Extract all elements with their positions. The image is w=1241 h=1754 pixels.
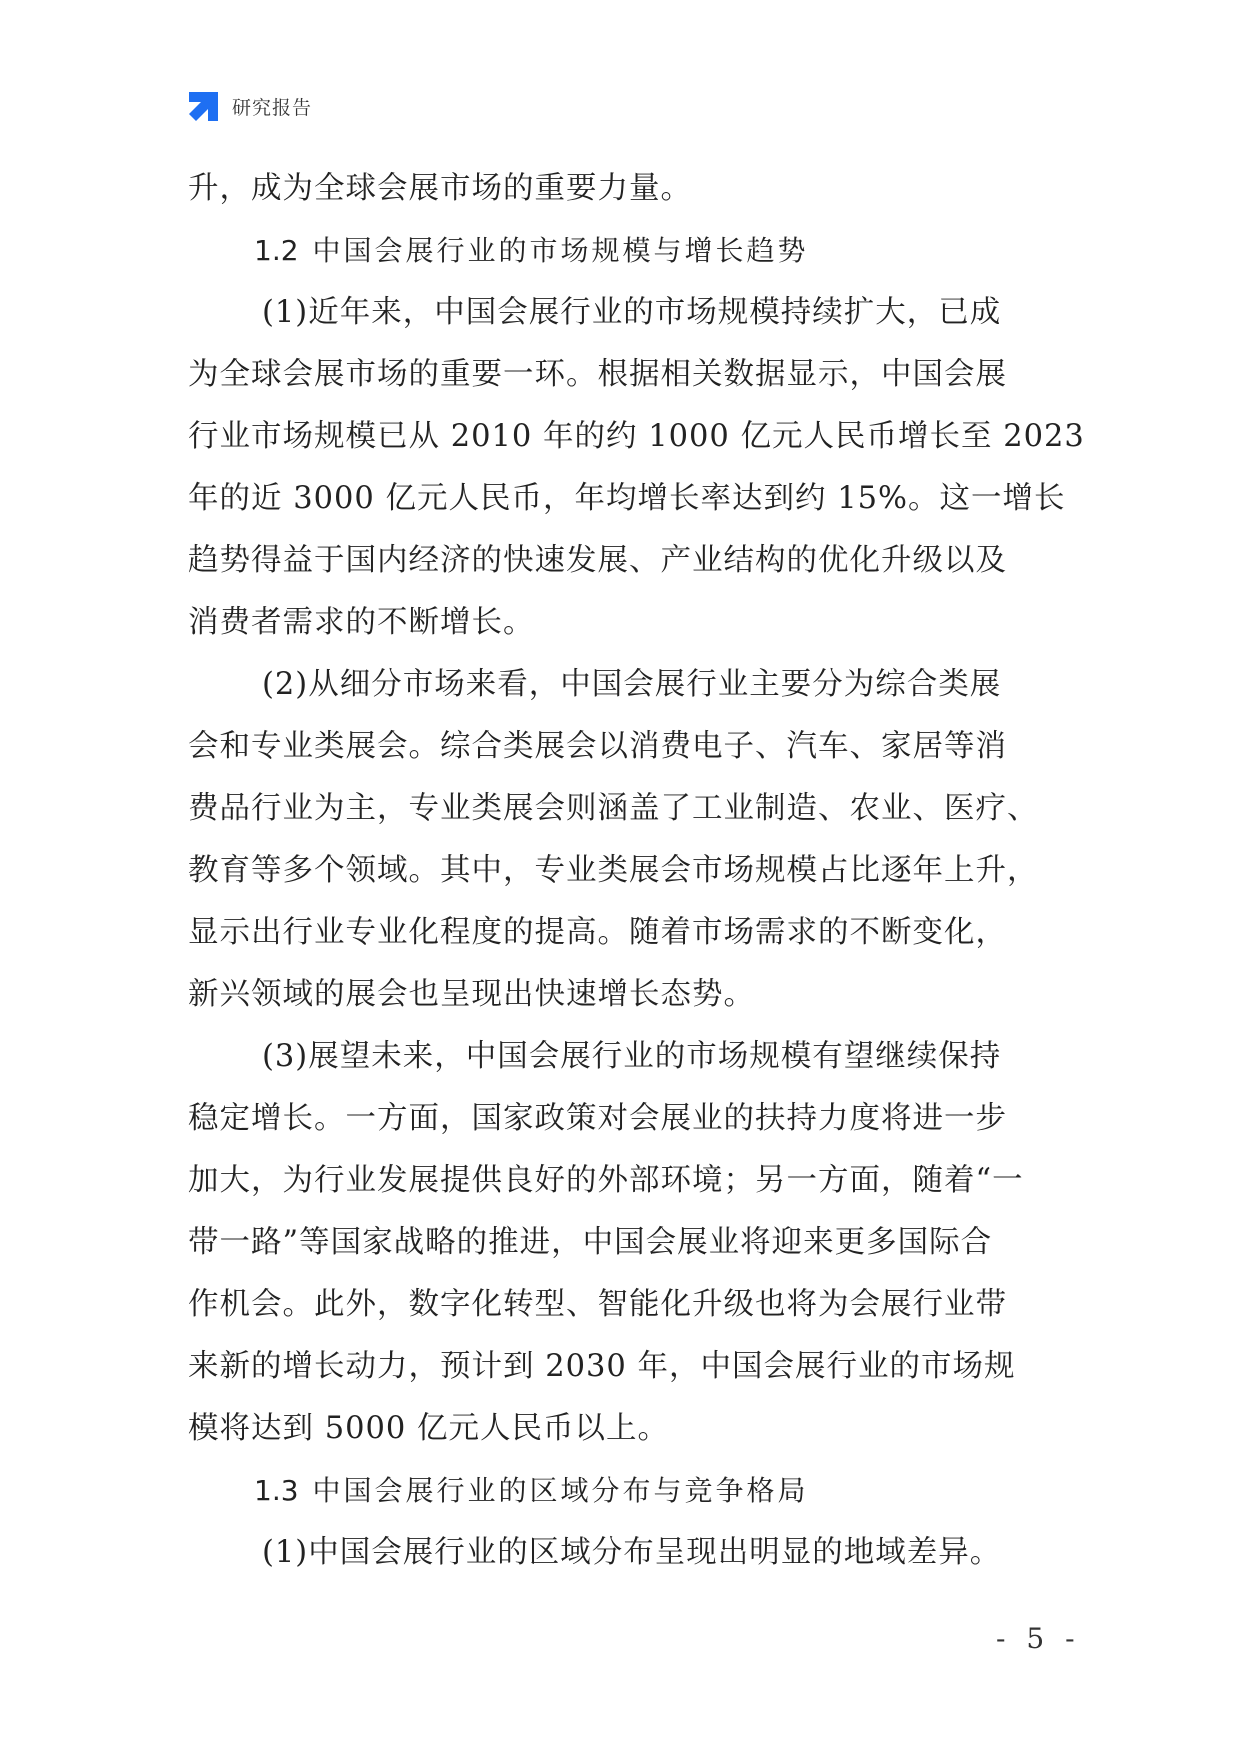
paragraph-line: (2)从细分市场来看，中国会展行业主要分为综合类展	[262, 667, 1002, 702]
paragraph-line: (1)近年来，中国会展行业的市场规模持续扩大，已成	[262, 295, 1002, 330]
paragraph-line: 加大，为行业发展提供良好的外部环境；另一方面，随着“一	[188, 1163, 1024, 1198]
paragraph-line: 新兴领域的展会也呈现出快速增长态势。	[188, 977, 755, 1012]
section-number: 1.3	[254, 1474, 299, 1507]
report-header	[186, 88, 312, 124]
paragraph-line: (3)展望未来，中国会展行业的市场规模有望继续保持	[262, 1039, 1002, 1074]
arrow-up-right-icon	[186, 88, 222, 124]
paragraph-line: 作机会。此外，数字化转型、智能化升级也将为会展行业带	[188, 1287, 1007, 1322]
section-title: 中国会展行业的市场规模与增长趋势	[312, 234, 809, 267]
document-body	[188, 158, 1085, 1584]
paragraph-line: 为全球会展市场的重要一环。根据相关数据显示，中国会展	[188, 357, 1007, 392]
paragraph-line: 年的近 3000 亿元人民币，年均增长率达到约 15%。这一增长	[188, 481, 1066, 516]
paragraph-line: 费品行业为主，专业类展会则涵盖了工业制造、农业、医疗、	[188, 791, 1039, 826]
paragraph-line: 行业市场规模已从 2010 年的约 1000 亿元人民币增长至 2023	[188, 419, 1085, 454]
page-number: - 5 -	[996, 1622, 1081, 1655]
paragraph-line: 会和专业类展会。综合类展会以消费电子、汽车、家居等消	[188, 729, 1007, 764]
paragraph-line: 稳定增长。一方面，国家政策对会展业的扶持力度将进一步	[188, 1101, 1007, 1136]
paragraph-line: 带一路”等国家战略的推进，中国会展业将迎来更多国际合	[188, 1225, 993, 1260]
header-title: 研究报告	[232, 96, 313, 119]
paragraph-line: 升，成为全球会展市场的重要力量。	[188, 171, 692, 206]
paragraph-line: 趋势得益于国内经济的快速发展、产业结构的优化升级以及	[188, 543, 1007, 578]
paragraph-line: 模将达到 5000 亿元人民币以上。	[188, 1411, 670, 1446]
paragraph-line: 教育等多个领域。其中，专业类展会市场规模占比逐年上升，	[188, 853, 1039, 888]
paragraph-line: 显示出行业专业化程度的提高。随着市场需求的不断变化，	[188, 915, 1007, 950]
paragraph-line: 来新的增长动力，预计到 2030 年，中国会展行业的市场规	[188, 1349, 1016, 1384]
paragraph-line: 消费者需求的不断增长。	[188, 605, 535, 640]
section-title: 中国会展行业的区域分布与竞争格局	[312, 1474, 809, 1507]
paragraph-line: (1)中国会展行业的区域分布呈现出明显的地域差异。	[262, 1535, 1002, 1570]
section-number: 1.2	[254, 234, 299, 267]
section-heading	[188, 220, 1060, 282]
section-heading	[188, 1460, 1060, 1522]
